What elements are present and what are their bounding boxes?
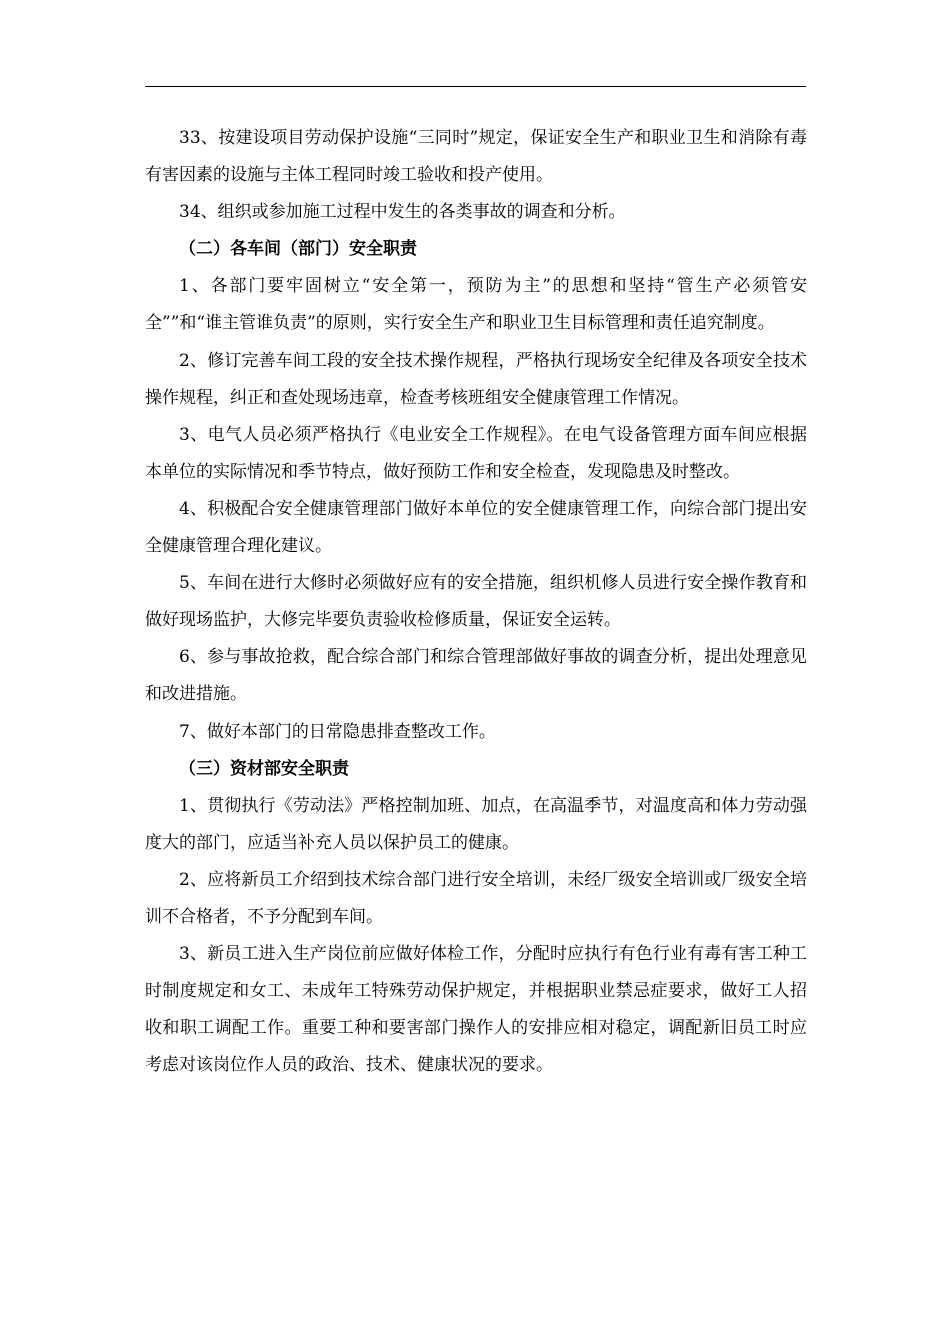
section-heading-workshop: （二）各车间（部门）安全职责 — [179, 239, 417, 260]
header-rule — [145, 86, 806, 87]
paragraph-33: 33、按建设项目劳动保护设施“三同时”规定，保证安全生产和职业卫生和消除有毒有害因素的设施与主体工程同时竣工验收和投产使用。 — [145, 128, 807, 186]
document-body — [145, 120, 807, 1084]
paragraph-34: 34、组织或参加施工过程中发生的各类事故的调查和分析。 — [179, 202, 626, 223]
paragraph-materials-1: 1、贯彻执行《劳动法》严格控制加班、加点，在高温季节，对温度高和体力劳动强度大的部门，应适当补充人员以保护员工的健康。 — [145, 795, 807, 853]
paragraph-workshop-3: 3、电气人员必须严格执行《电业安全工作规程》。在电气设备管理方面车间应根据本单位的实际情况和季节特点，做好预防工作和安全检查，发现隐患及时整改。 — [145, 424, 807, 482]
paragraph-workshop-4: 4、积极配合安全健康管理部门做好本单位的安全健康管理工作，向综合部门提出安全健康管理合理化建议。 — [145, 498, 807, 557]
paragraph-workshop-2: 2、修订完善车间工段的安全技术操作规程，严格执行现场安全纪律及各项安全技术操作规程，纠正和查处现场违章，检查考核班组安全健康管理工作情况。 — [145, 350, 807, 408]
section-heading-materials: （三）资材部安全职责 — [179, 758, 349, 779]
paragraph-workshop-1: 1、各部门要牢固树立“安全第一，预防为主”的思想和坚持“管生产必须管安全””和“谁主管谁负责”的原则，实行安全生产和职业卫生目标管理和责任追究制度。 — [145, 276, 807, 334]
paragraph-workshop-6: 6、参与事故抢救，配合综合部门和综合管理部做好事故的调查分析，提出处理意见和改进措施。 — [145, 647, 807, 705]
paragraph-workshop-7: 7、做好本部门的日常隐患排查整改工作。 — [179, 721, 496, 742]
paragraph-materials-2: 2、应将新员工介绍到技术综合部门进行安全培训，未经厂级安全培训或厂级安全培训不合格者，不予分配到车间。 — [145, 869, 807, 927]
paragraph-materials-3: 3、新员工进入生产岗位前应做好体检工作，分配时应执行有色行业有毒有害工种工时制度规定和女工、未成年工特殊劳动保护规定，并根据职业禁忌症要求，做好工人招收和职工调配工作。重要工种和要害部门操作人的安排应相对稳定，调配新旧员工时应考虑对该岗位作人员的政治、技术、健康状况的要求。 — [145, 944, 807, 1076]
paragraph-workshop-5: 5、车间在进行大修时必须做好应有的安全措施，组织机修人员进行安全操作教育和做好现场监护，大修完毕要负责验收检修质量，保证安全运转。 — [145, 573, 807, 631]
